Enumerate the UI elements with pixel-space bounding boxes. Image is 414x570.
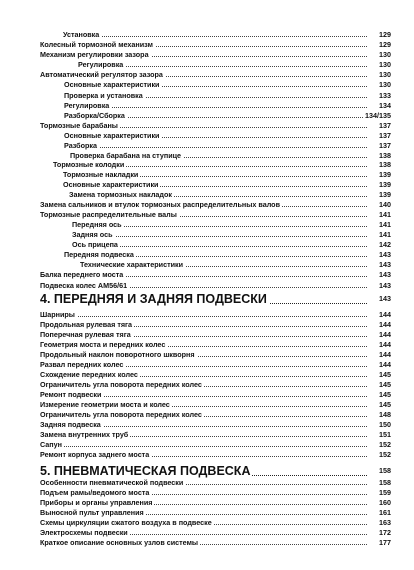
- toc-entry: [40, 121, 391, 131]
- toc-page-number: 139: [379, 180, 391, 189]
- toc-entry-title: Ось прицепа: [72, 240, 118, 249]
- toc-entry-title: Замена сальников и втулок тормозных распределительных валов: [40, 200, 280, 209]
- toc-dot-leader: [72, 236, 367, 237]
- toc-entry-title: Краткое описание основных узлов системы: [40, 538, 199, 547]
- toc-page-number: 158: [379, 478, 391, 487]
- toc-dot-leader: [64, 147, 367, 148]
- toc-page-number: 130: [379, 80, 391, 89]
- toc-entry-title: Ремонт подвески: [40, 390, 102, 399]
- toc-page-number: 161: [379, 508, 391, 517]
- toc-page-number: 137: [379, 141, 391, 150]
- toc-entry: [40, 270, 391, 280]
- toc-page-number: 139: [379, 170, 391, 179]
- toc-page-number: 158: [377, 464, 391, 478]
- toc-entry: [69, 190, 391, 200]
- toc-entry: [53, 160, 391, 170]
- toc-page-number: 141: [379, 230, 391, 239]
- toc-page-number: 163: [379, 518, 391, 527]
- toc-entry-title: Продольная рулевая тяга: [40, 320, 133, 329]
- toc-entry: [40, 320, 391, 330]
- toc-entry: [40, 488, 391, 498]
- toc-entry: [64, 131, 391, 141]
- toc-entry-title: Тормозные накладки: [63, 170, 139, 179]
- toc-entry-title: Ремонт корпуса заднего моста: [40, 450, 150, 459]
- toc-entry: [80, 260, 391, 270]
- toc-entry-title: 4. ПЕРЕДНЯЯ И ЗАДНЯЯ ПОДВЕСКИ: [40, 292, 267, 306]
- toc-entry-title: Передняя подвеска: [64, 250, 134, 259]
- toc-entry-title: Подвеска колес AM56/61: [40, 281, 128, 290]
- toc-entry-title: Ограничитель угла поворота передних колес: [40, 380, 202, 389]
- toc-entry-title: Подъем рамы/ведомого моста: [40, 488, 150, 497]
- toc-entry: [40, 210, 391, 220]
- toc-page-number: 141: [379, 220, 391, 229]
- toc-entry: [63, 30, 391, 40]
- toc-page-number: 145: [379, 390, 391, 399]
- toc-page-number: 134/135: [365, 111, 391, 120]
- toc-entry-title: Колесный тормозной механизм: [40, 40, 153, 49]
- toc-entry-title: Измерение геометрии моста и колес: [40, 400, 170, 409]
- toc-entry: [64, 80, 391, 90]
- toc-page-number: 145: [379, 380, 391, 389]
- toc-entry: [40, 350, 391, 360]
- toc-entry-title: Технические характеристики: [80, 260, 184, 269]
- toc-entry: [40, 281, 391, 291]
- toc-page-number: 144: [379, 360, 391, 369]
- toc-entry: [40, 390, 391, 400]
- toc-entry-title: Основные характеристики: [63, 180, 159, 189]
- toc-entry-title: Установка: [63, 30, 100, 39]
- toc-entry-title: Задняя подвеска: [40, 420, 101, 429]
- toc-entry: [40, 538, 391, 548]
- toc-entry-title: Тормозные барабаны: [40, 121, 118, 130]
- toc-page-number: 130: [379, 60, 391, 69]
- toc-page-number: 152: [379, 440, 391, 449]
- toc-page-number: 160: [379, 498, 391, 507]
- toc-dot-leader: [40, 316, 367, 317]
- toc-entry: [40, 410, 391, 420]
- toc-page-number: 148: [379, 410, 391, 419]
- toc-entry-title: Выносной пульт управления: [40, 508, 144, 517]
- toc-entry-title: Передняя ось: [72, 220, 122, 229]
- toc-entry: [64, 101, 391, 111]
- toc-entry-title: Электросхемы подвески: [40, 528, 128, 537]
- toc-entry: [40, 400, 391, 410]
- toc-entry-title: Проверка и установка: [64, 91, 143, 100]
- toc-entry: [40, 380, 391, 390]
- toc-entry: [40, 340, 391, 350]
- toc-entry-title: Основные характеристики: [64, 80, 160, 89]
- toc-entry: [72, 220, 391, 230]
- toc-page-number: 138: [379, 151, 391, 160]
- toc-entry: [40, 508, 391, 518]
- toc-entry-title: Автоматический регулятор зазора: [40, 70, 163, 79]
- toc-page-number: 134: [379, 101, 391, 110]
- toc-section-heading: [40, 464, 391, 478]
- toc-page-number: 143: [379, 270, 391, 279]
- toc-page-number: 129: [379, 40, 391, 49]
- toc-entry-title: Тормозные колодки: [53, 160, 125, 169]
- toc-entry-title: Разборка/Сборка: [64, 111, 125, 120]
- toc-page-number: 172: [379, 528, 391, 537]
- toc-entry: [64, 250, 391, 260]
- toc-entry-title: Ограничитель угла поворота передних колес: [40, 410, 202, 419]
- toc-entry: [40, 420, 391, 430]
- toc-page-number: 140: [379, 200, 391, 209]
- toc-page-number: 129: [379, 30, 391, 39]
- toc-page-number: 142: [379, 240, 391, 249]
- toc-section-heading: [40, 292, 391, 306]
- toc-entry-title: Геометрия моста и передних колес: [40, 340, 166, 349]
- toc-entry: [64, 91, 391, 101]
- toc-page-number: 141: [379, 210, 391, 219]
- toc-page-number: 130: [379, 50, 391, 59]
- toc-entry-title: Задняя ось: [72, 230, 113, 239]
- toc-entry-title: Регулировка: [78, 60, 124, 69]
- toc-entry: [63, 170, 391, 180]
- toc-page-number: 144: [379, 350, 391, 359]
- toc-entry: [40, 478, 391, 488]
- toc-entry: [40, 200, 391, 210]
- toc-entry-title: Схождение передних колес: [40, 370, 138, 379]
- toc-entry-title: Регулировка: [64, 101, 110, 110]
- toc-entry-title: Основные характеристики: [64, 131, 160, 140]
- toc-page-number: 137: [379, 121, 391, 130]
- toc-page-number: 143: [379, 250, 391, 259]
- toc-page-number: 145: [379, 370, 391, 379]
- toc-page-number: 144: [379, 330, 391, 339]
- toc-entry: [40, 498, 391, 508]
- toc-entry: [40, 50, 391, 60]
- toc-page-number: 144: [379, 320, 391, 329]
- toc-entry: [40, 330, 391, 340]
- toc-entry-title: Замена внутренних труб: [40, 430, 129, 439]
- toc-entry-title: Развал передних колес: [40, 360, 124, 369]
- toc-entry-title: 5. ПНЕВМАТИЧЕСКАЯ ПОДВЕСКА: [40, 464, 251, 478]
- toc-entry-title: Шарниры: [40, 310, 75, 319]
- toc-page-number: 137: [379, 131, 391, 140]
- toc-entry: [63, 180, 391, 190]
- toc-page-number: 130: [379, 70, 391, 79]
- toc-entry: [40, 360, 391, 370]
- toc-entry: [40, 528, 391, 538]
- toc-entry: [78, 60, 391, 70]
- toc-entry: [72, 240, 391, 250]
- toc-page-number: 144: [379, 310, 391, 319]
- toc-entry-title: Балка переднего моста: [40, 270, 124, 279]
- toc-entry-title: Замена тормозных накладок: [69, 190, 172, 199]
- toc-page-number: 133: [379, 91, 391, 100]
- toc-dot-leader: [40, 446, 367, 447]
- toc-entry-title: Проверка барабана на ступице: [70, 151, 182, 160]
- toc-entry-title: Тормозные распределительные валы: [40, 210, 177, 219]
- toc-entry: [40, 450, 391, 460]
- toc-page-number: 143: [379, 260, 391, 269]
- toc-page-number: 139: [379, 190, 391, 199]
- toc-entry: [40, 440, 391, 450]
- toc-entry: [72, 230, 391, 240]
- toc-entry: [64, 111, 391, 121]
- toc-page-number: 152: [379, 450, 391, 459]
- toc-entry: [40, 70, 391, 80]
- toc-page-number: 143: [379, 281, 391, 290]
- toc-page-number: 138: [379, 160, 391, 169]
- toc-page-number: 150: [379, 420, 391, 429]
- toc-entry-title: Продольный наклон поворотного шкворня: [40, 350, 195, 359]
- toc-entry-title: Схемы циркуляции сжатого воздуха в подвеске: [40, 518, 212, 527]
- toc-dot-leader: [63, 36, 367, 37]
- toc-entry: [40, 310, 391, 320]
- toc-page-number: 159: [379, 488, 391, 497]
- toc-page-number: 145: [379, 400, 391, 409]
- toc-entry: [40, 40, 391, 50]
- toc-page-number: 151: [379, 430, 391, 439]
- toc-entry-title: Разборка: [64, 141, 97, 150]
- toc-entry-title: Механизм регулировки зазора: [40, 50, 149, 59]
- toc-entry-title: Приборы и органы управления: [40, 498, 153, 507]
- toc-entry-title: Особенности пневматической подвески: [40, 478, 184, 487]
- toc-entry-title: Поперечная рулевая тяга: [40, 330, 131, 339]
- toc-entry: [64, 141, 391, 151]
- toc-page-number: 177: [379, 538, 391, 547]
- toc-page-number: 143: [377, 292, 391, 306]
- toc-entry: [40, 430, 391, 440]
- toc-page-number: 144: [379, 340, 391, 349]
- toc-entry: [40, 370, 391, 380]
- toc-entry-title: Сапун: [40, 440, 62, 449]
- toc-entry: [40, 518, 391, 528]
